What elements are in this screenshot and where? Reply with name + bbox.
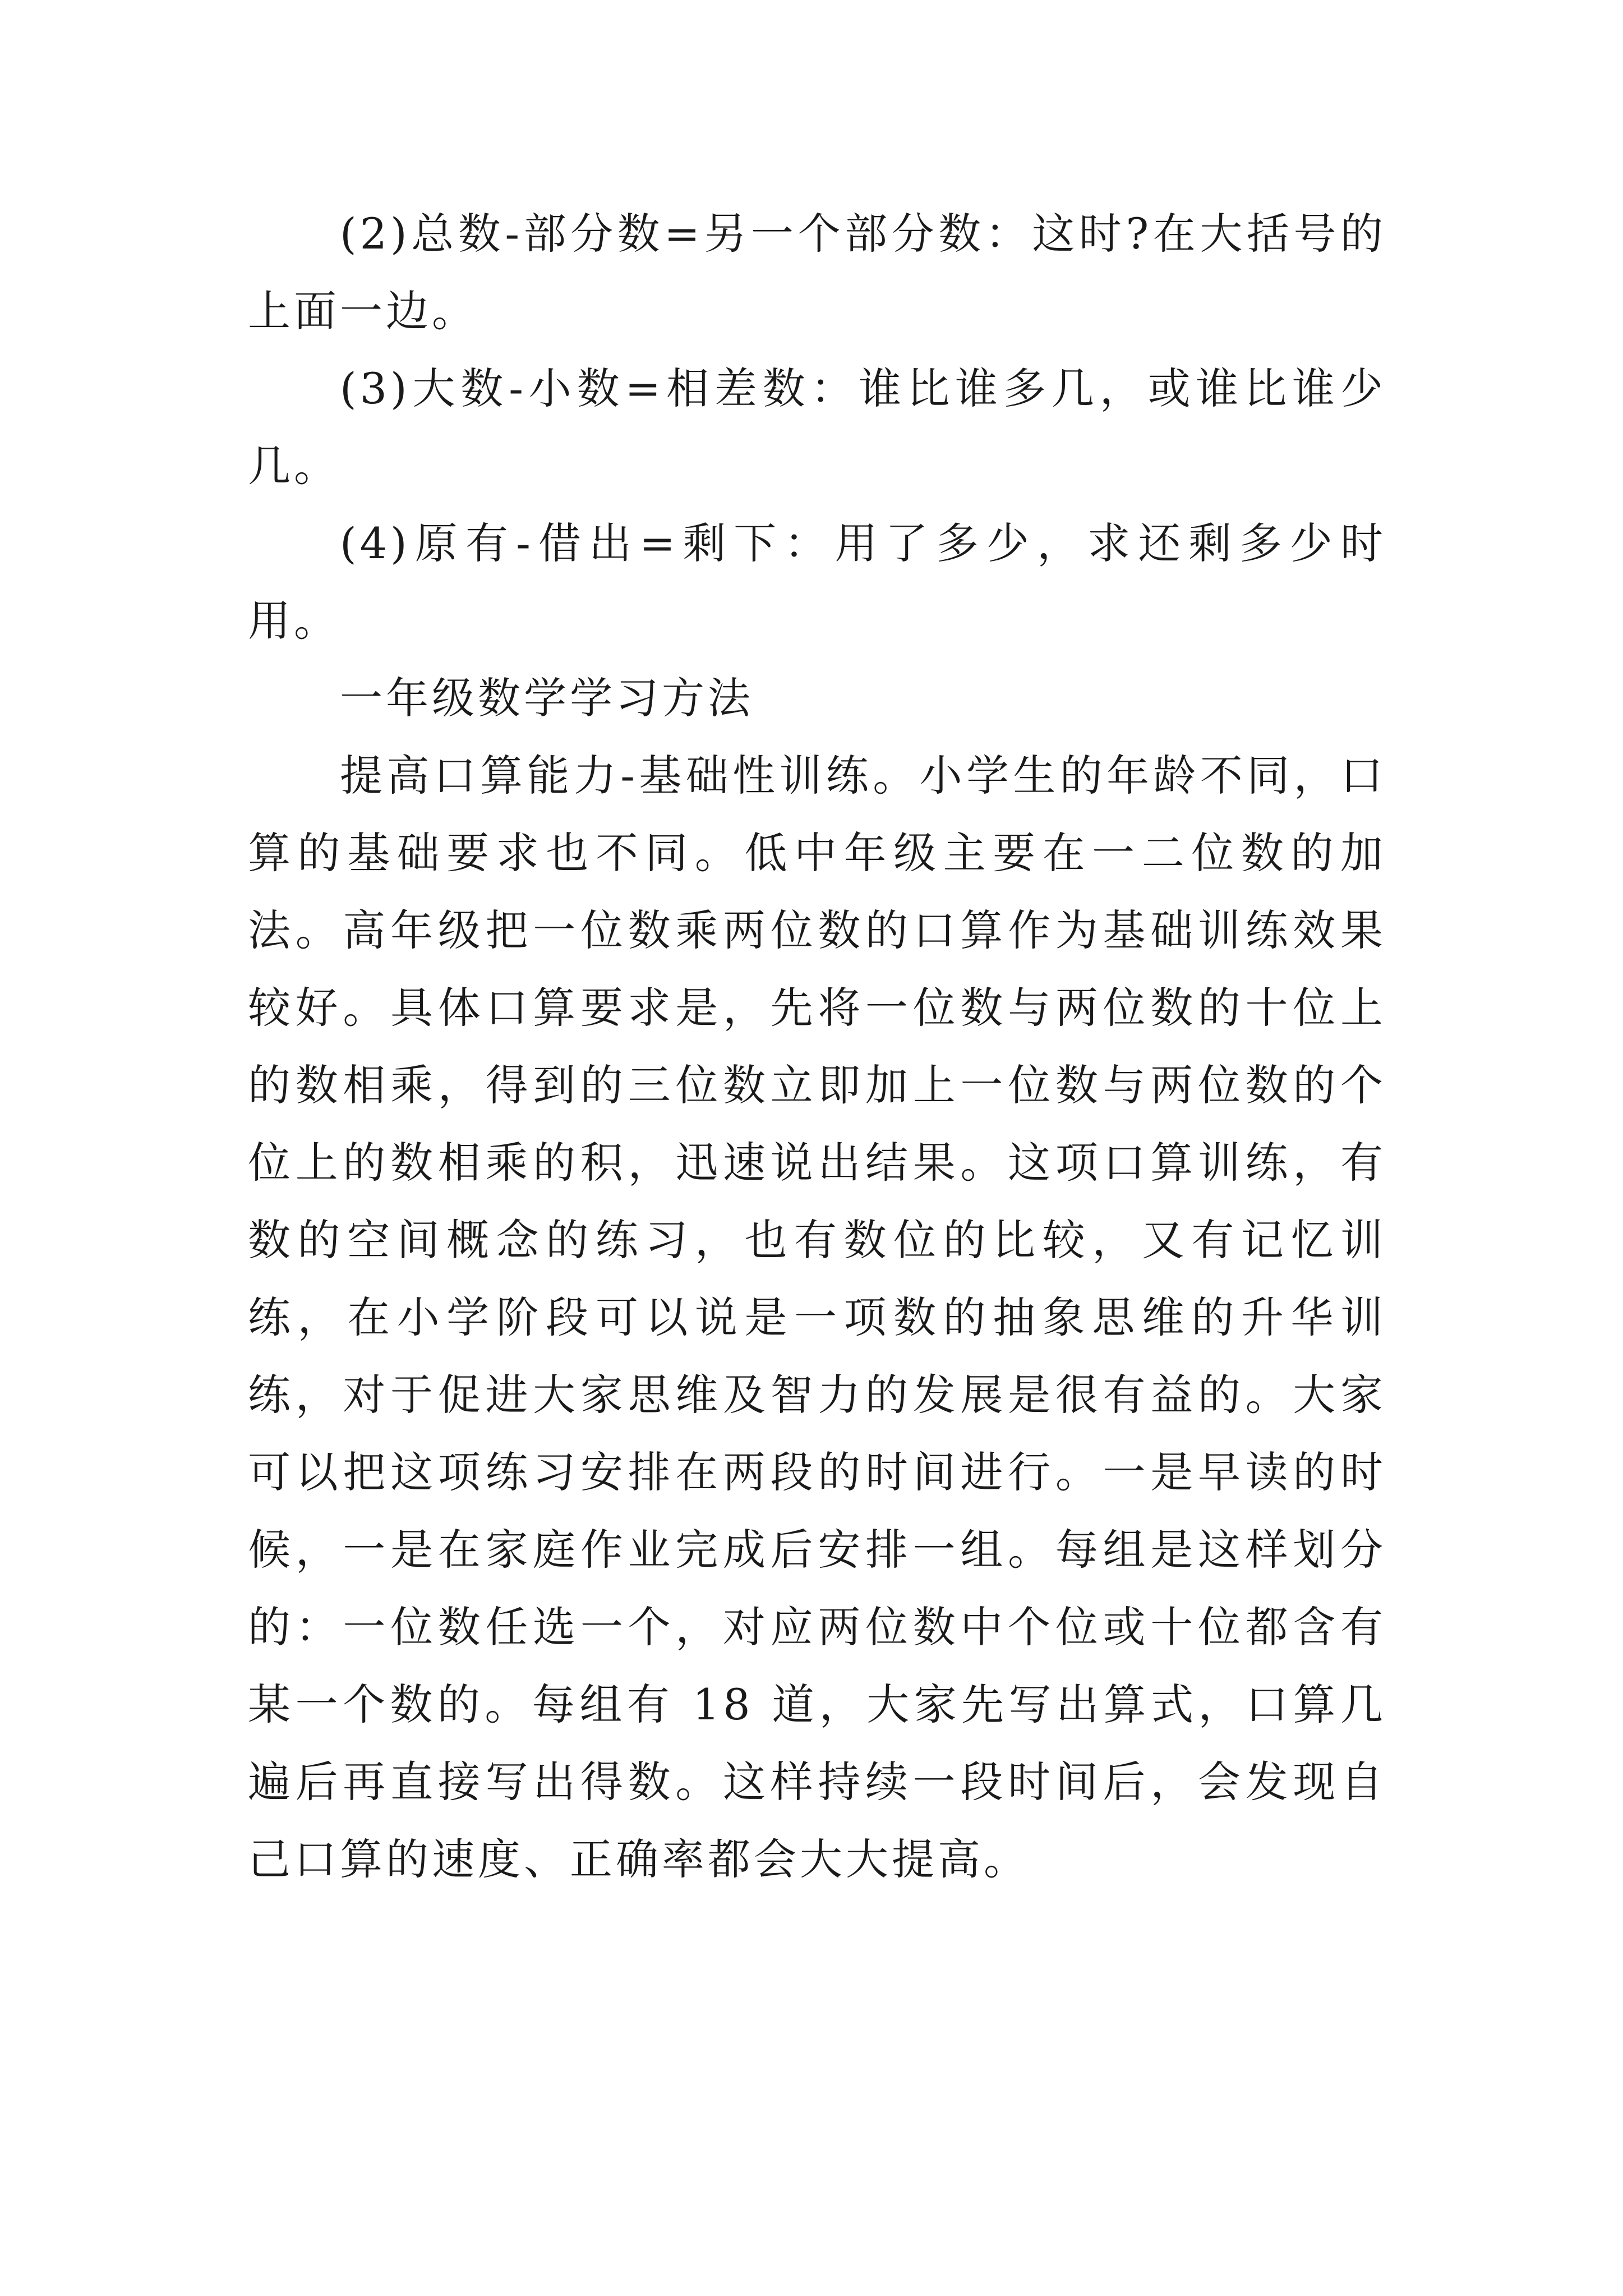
paragraph-formula-2: (2)总数-部分数=另一个部分数：这时?在大括号的上面一边。 <box>248 209 1386 336</box>
paragraph-formula-3: (3)大数-小数=相差数：谁比谁多几，或谁比谁少几。 <box>248 364 1386 491</box>
document-body <box>248 195 1386 1898</box>
paragraph-formula-4: (4)原有-借出=剩下：用了多少，求还剩多少时用。 <box>248 518 1386 646</box>
section-heading: 一年级数学学习方法 <box>340 673 754 723</box>
paragraph-method: 提高口算能力-基础性训练。小学生的年龄不同，口算的基础要求也不同。低中年级主要在一二位数的加法。高年级把一位数乘两位数的口算作为基础训练效果较好。具体口算要求是，先将一位数与两位数的十位上的数相乘，得到的三位数立即加上一位数与两位数的个位上的数相乘的积，迅速说出结果。这项口算训练，有数的空间概念的练习，也有数位的比较，又有记忆训练，在小学阶段可以说是一项数的抽象思维的升华训练，对于促进大家思维及智力的发展是很有益的。大家可以把这项练习安排在两段的时间进行。一是早读的时候，一是在家庭作业完成后安排一组。每组是这样划分的：一位数任选一个，对应两位数中个位或十位都含有某一个数的。每组有 18 道，大家先写出算式，口算几遍后再直接写出得数。这样持续一段时间后，会发现自己口算的速度、正确率都会大大提高。 <box>248 751 1386 1884</box>
